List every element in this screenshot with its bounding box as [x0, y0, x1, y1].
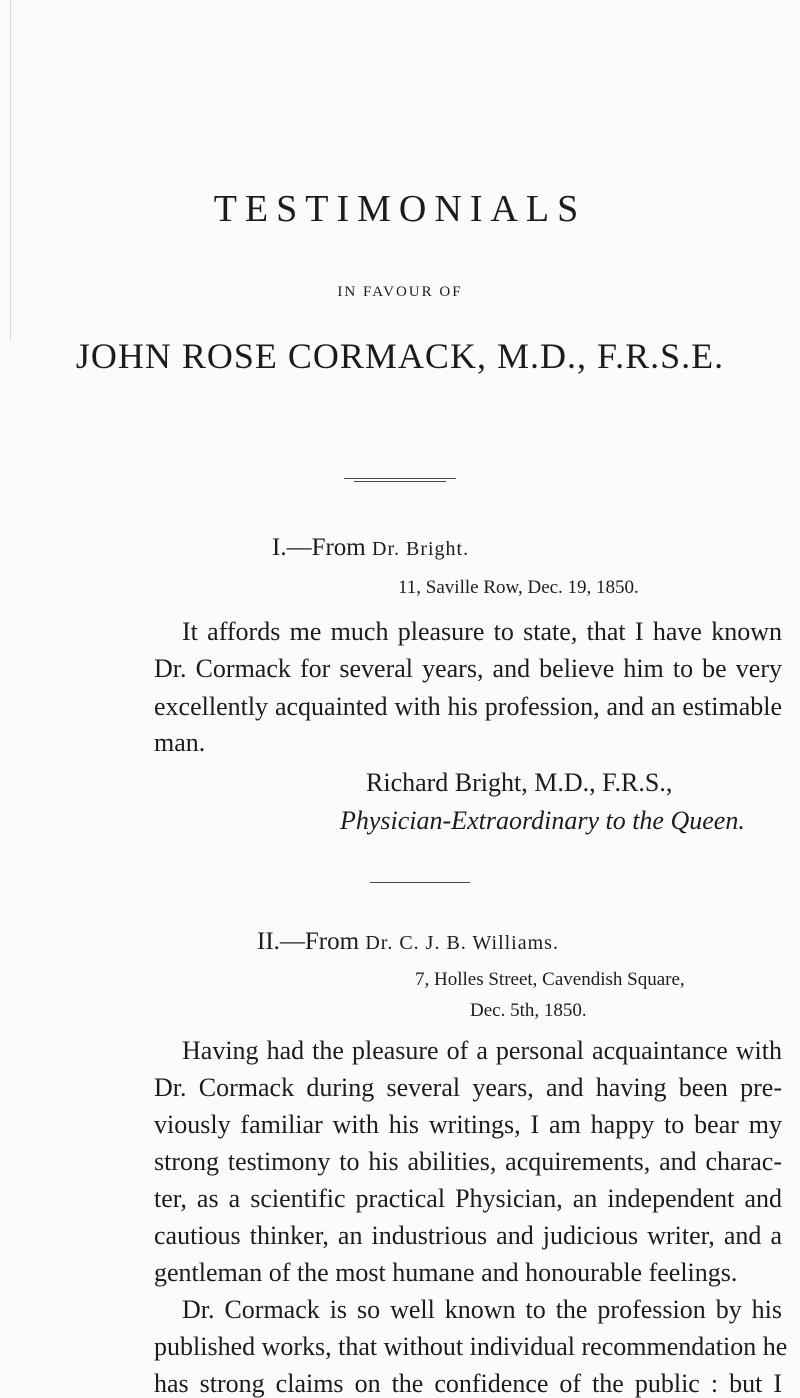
body-line: Dr. Cormack is so well known to the profession by his [182, 1295, 782, 1324]
body-line: strong testimony to his abilities, acquirements, and charac- [154, 1147, 782, 1176]
body-line: man. [154, 728, 206, 757]
heading-author: Dr. C. J. B. Williams. [365, 932, 559, 954]
signature-name: Richard Bright, M.D., F.R.S., [366, 768, 673, 797]
subject-name: JOHN ROSE CORMACK, M.D., F.R.S.E. [75, 336, 725, 376]
page-subtitle: IN FAVOUR OF [337, 284, 463, 300]
signature-title: Physician-Extraordinary to the Queen. [340, 806, 745, 835]
heading-author: Dr. Bright. [372, 538, 470, 560]
body-line: Dr. Cormack for several years, and believe him to be very [154, 654, 782, 683]
testimonial-heading [257, 929, 559, 954]
section-divider [370, 882, 470, 883]
page-title: TESTIMONIALS [213, 188, 587, 230]
body-line: Having had the pleasure of a personal acquaintance with [182, 1036, 782, 1065]
body-line: cautious thinker, an industrious and judicious writer, and a [154, 1221, 782, 1250]
heading-prefix: I.—From [272, 534, 372, 561]
body-line: viously familiar with his writings, I am happy to bear my [154, 1110, 782, 1139]
testimonial-heading [272, 535, 469, 560]
title-divider [344, 478, 456, 479]
body-line: ter, as a scientific practical Physician, an independent and [154, 1184, 782, 1213]
body-line: has strong claims on the confidence of the public : but I [154, 1369, 782, 1398]
heading-prefix: II.—From [257, 928, 366, 955]
testimonial-address: 7, Holles Street, Cavendish Square, [415, 969, 685, 990]
body-line: published works, that without individual recommendation he [154, 1332, 788, 1361]
body-line: gentleman of the most humane and honourable feelings. [154, 1258, 738, 1287]
body-line: Dr. Cormack during several years, and having been pre- [154, 1073, 782, 1102]
testimonial-address: Dec. 5th, 1850. [470, 1000, 587, 1021]
body-line: excellently acquainted with his profession, and an estimable [154, 692, 782, 721]
testimonial-address: 11, Saville Row, Dec. 19, 1850. [398, 577, 639, 598]
body-line: It affords me much pleasure to state, that I have known [182, 617, 782, 646]
